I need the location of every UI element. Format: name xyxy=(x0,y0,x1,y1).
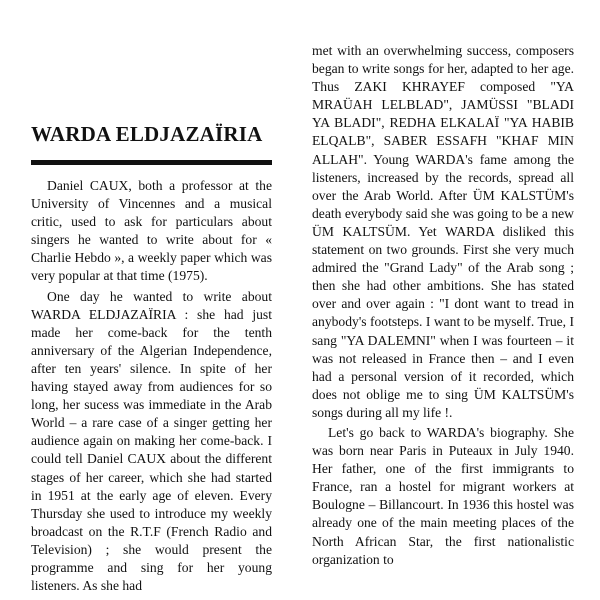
left-column xyxy=(31,177,272,595)
title-rule xyxy=(31,160,272,165)
paragraph: met with an overwhelming success, composers began to write songs for her, adapted to her age. Thus ZAKI KHRAYEF composed "YA MRAÜAH LELBLAD", JAMÜSSI "BLADI YA BLADI", REDHA ELKALAÏ "YA HABIB ELQALB", SABER ESSAFH "KHAF MIN ALLAH". Young WARDA's fame among the listeners, increased by the records, spread all over the Arab World. After ÜM KALSTÜM's death everybody said she was going to be a new ÜM KALTSÜM. Yet WARDA disliked this statement on two grounds. First she very much admired the "Grand Lady" of the Arab song ; then she had other ambitions. She has stated over and over again : "I dont want to tread in anybody's footsteps. I want to be myself. True, I sang "YA DALEMNI" when I was fourteen – it was not released in France then – and I even had a personal version of it recorded, which does not oblige me to sing ÜM KALTSÜM's songs during all my life !. xyxy=(312,43,574,420)
paragraph: Let's go back to WARDA's biography. She was born near Paris in Puteaux in July 1940. Her father, one of the first immigrants to France, ran a hostel for migrant workers at Boulogne – Billancourt. In 1936 this hostel was already one of the main meeting places of the North African Star, the first nationalistic organization to xyxy=(312,424,574,567)
article-title: WARDA ELDJAZAÏRIA xyxy=(31,122,263,146)
paragraph: Daniel CAUX, both a professor at the University of Vincennes and a musical critic, used to ask for particulars about singers he wanted to write about for « Charlie Hebdo », a weekly paper which was very popular at that time (1975). xyxy=(31,178,272,284)
right-column xyxy=(312,42,574,569)
paragraph: One day he wanted to write about WARDA ELDJAZAÏRIA : she had just made her come-back for the tenth anniversary of the Algerian Independence, after ten years' silence. In spite of her having stayed away from audiences for so long, her sucess was immediate in the Arab World – a rare case of a singer getting her audience again on making her come-back. I could tell Daniel CAUX about the different stages of her career, which she had started in 1951 at the early age of eleven. Every Thursday she used to introduce my weekly broadcast on the R.T.F (French Radio and Television) ; she would present the programme and sing for her young listeners. As she had xyxy=(31,288,272,594)
